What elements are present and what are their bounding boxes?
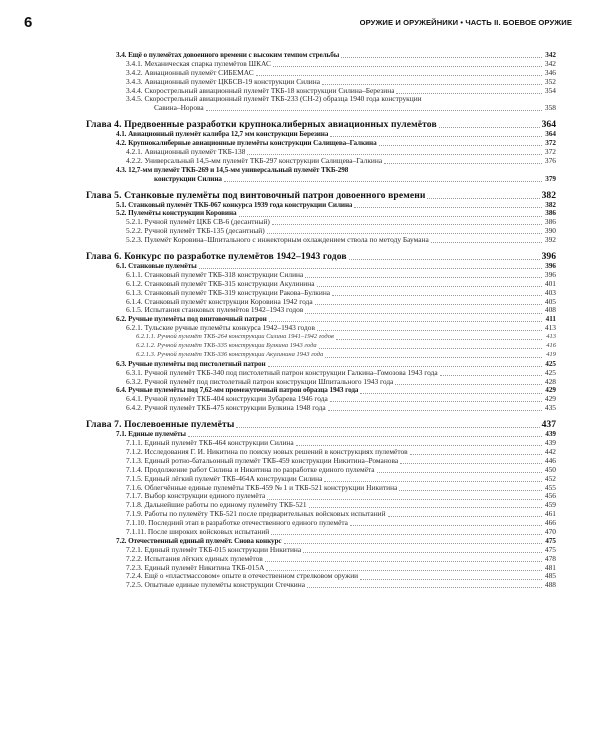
- toc-page-number: 429: [544, 395, 556, 404]
- toc-entry-title: 3.4. Ещё о пулемётах довоенного времени с высоким темпом стрельбы: [116, 51, 340, 59]
- toc-leader-dots: [303, 552, 542, 553]
- toc-entry[interactable]: [86, 555, 556, 564]
- toc-entry-title: 7.1.6. Облегчённые единые пулемёты ТКБ-459 № 1 и ТКБ-521 конструкции Никитина: [126, 483, 398, 492]
- toc-leader-dots: [305, 313, 542, 314]
- toc-leader-dots: [247, 154, 542, 155]
- toc-leader-dots: [427, 198, 539, 199]
- toc-entry[interactable]: [86, 139, 556, 148]
- toc-leader-dots: [440, 375, 542, 376]
- toc-entry-title: 6.4.1. Ручной пулемёт ТКБ-404 конструкции Зубарева 1946 года: [126, 395, 328, 404]
- toc-entry[interactable]: [86, 360, 556, 369]
- toc-entry-title: 6.3.1. Ручной пулемёт ТКБ-340 под пистолетный патрон конструкции Галкина–Гомозова 1943 года: [126, 368, 438, 377]
- toc-entry-title: 7.2. Отечественный единый пулемёт. Снова конкурс: [116, 536, 282, 545]
- toc-leader-dots: [199, 268, 542, 269]
- toc-page-number: 413: [544, 324, 556, 333]
- toc-entry[interactable]: [86, 78, 556, 87]
- toc-entry[interactable]: [86, 519, 556, 528]
- toc-leader-dots: [267, 233, 542, 234]
- toc-entry-title: 6.1.3. Станковый пулемёт ТКБ-319 конструкции Ракова–Булкина: [126, 288, 331, 297]
- toc-entry[interactable]: [86, 201, 556, 210]
- toc-entry-title: конструкции Силина: [154, 174, 222, 183]
- toc-entry-title: 3.4.2. Авиационный пулемёт СИБЕМАС: [126, 68, 254, 77]
- toc-entry-title: 4.3. 12,7-мм пулемёт ТКБ-269 и 14,5-мм универсальный пулемёт ТКБ-298: [116, 165, 349, 174]
- page-number: 6: [24, 14, 33, 31]
- toc-entry[interactable]: [86, 439, 556, 448]
- toc-leader-dots: [317, 286, 543, 287]
- toc-page-number: 390: [544, 227, 556, 236]
- table-of-contents: [86, 51, 556, 590]
- toc-leader-dots: [206, 110, 542, 111]
- toc-leader-dots: [431, 242, 542, 243]
- toc-leader-dots: [349, 259, 540, 260]
- toc-entry-title: 6.4. Ручные пулемёты под 7,62-мм промежуточный патрон образца 1943 года: [116, 386, 359, 395]
- toc-page-number: 364: [545, 130, 556, 139]
- toc-entry-title: 6.3. Ручные пулемёты под пистолетный патрон: [116, 359, 266, 368]
- toc-page-number: 429: [545, 386, 556, 395]
- toc-leader-dots: [388, 516, 542, 517]
- toc-leader-dots: [410, 454, 542, 455]
- toc-page-number: 386: [544, 218, 556, 227]
- toc-page-number: 364: [541, 119, 556, 131]
- toc-entry[interactable]: [86, 404, 556, 413]
- toc-page-number: 382: [541, 189, 556, 201]
- toc-entry[interactable]: [86, 501, 556, 510]
- toc-leader-dots: [188, 436, 542, 437]
- toc-page-number: 459: [544, 501, 556, 510]
- toc-page-number: 411: [545, 315, 556, 324]
- toc-page-number: 386: [545, 209, 556, 218]
- toc-page-number: 413: [546, 333, 556, 341]
- toc-page-number: 450: [544, 465, 556, 474]
- toc-leader-dots: [322, 84, 542, 85]
- toc-page-number: 475: [545, 536, 556, 545]
- toc-entry-title: 4.1. Авиационный пулемёт калибра 12,7 мм конструкции Березина: [116, 130, 329, 139]
- toc-entry[interactable]: [86, 298, 556, 307]
- toc-entry-title: 6.2.1.3. Ручной пулемёт ТКБ-336 конструкции Акулинина 1943 года: [136, 350, 324, 358]
- toc-entry[interactable]: [86, 351, 556, 360]
- toc-page-number: 455: [544, 483, 556, 492]
- toc-page-number: 346: [544, 68, 556, 77]
- toc-entry[interactable]: [86, 95, 556, 104]
- toc-entry-title: 3.4.3. Авиационный пулемёт ЦКБСВ-19 конструкции Силина: [126, 77, 320, 86]
- toc-entry[interactable]: [86, 324, 556, 333]
- toc-page-number: 352: [544, 77, 556, 86]
- toc-entry-title: 5.1. Станковый пулемёт ТКБ-067 конкурса 1939 года конструкции Силина: [116, 200, 353, 209]
- toc-entry[interactable]: [86, 280, 556, 289]
- toc-page-number: 456: [544, 492, 556, 501]
- toc-entry-title: 7.2.1. Единый пулемёт ТКБ-015 конструкции Никитина: [126, 545, 302, 554]
- toc-entry-title: 7.1.10. Последний этап в разработке отечественного единого пулемёта: [126, 519, 348, 528]
- toc-entry-title: 7.1.3. Единый ротно-батальонный пулемёт ТКБ-459 конструкции Никитина–Романова: [126, 456, 399, 465]
- toc-leader-dots: [330, 136, 542, 137]
- toc-leader-dots: [284, 543, 543, 544]
- toc-entry[interactable]: [86, 430, 556, 439]
- toc-entry-title: 6.1.5. Испытания станковых пулемётов 1942–1943 годов: [126, 306, 304, 315]
- toc-leader-dots: [399, 490, 542, 491]
- toc-entry-title: 6.3.2. Ручной пулемёт под пистолетный патрон конструкции Шпитального 1943 года: [126, 377, 394, 386]
- toc-entry-title: 6.2.1.1. Ручной пулемёт ТКБ-264 конструкции Силина 1941–1942 годов: [136, 333, 334, 341]
- toc-entry-title: 7.1. Единые пулемёты: [116, 430, 186, 439]
- toc-leader-dots: [328, 410, 542, 411]
- toc-page-number: 408: [544, 306, 556, 315]
- toc-leader-dots: [324, 481, 542, 482]
- toc-page-number: 485: [544, 572, 556, 581]
- toc-entry-title: 7.1.4. Продолжение работ Силина и Никитина по разработке единого пулемёта: [126, 465, 375, 474]
- toc-entry-title: 7.2.3. Единый пулемёт Никитина ТКБ-015А: [126, 563, 265, 572]
- toc-entry-title: 3.4.1. Механическая спарка пулемётов ШКАС: [126, 59, 271, 68]
- toc-leader-dots: [315, 304, 542, 305]
- toc-page-number: 382: [545, 200, 556, 209]
- toc-entry[interactable]: [86, 271, 556, 280]
- toc-entry[interactable]: [86, 218, 556, 227]
- toc-page-number: 475: [544, 545, 556, 554]
- toc-leader-dots: [307, 587, 542, 588]
- toc-leader-dots: [439, 127, 540, 128]
- toc-entry[interactable]: [86, 546, 556, 555]
- toc-leader-dots: [266, 570, 542, 571]
- toc-entry[interactable]: [86, 166, 556, 175]
- toc-entry[interactable]: [86, 69, 556, 78]
- toc-entry[interactable]: [86, 564, 556, 573]
- running-head: ОРУЖИЕ И ОРУЖЕЙНИКИ • ЧАСТЬ II. БОЕВОЕ ОРУЖИЕ: [359, 18, 572, 27]
- toc-entry[interactable]: [86, 537, 556, 546]
- toc-entry[interactable]: [86, 395, 556, 404]
- toc-leader-dots: [224, 181, 542, 182]
- toc-page-number: 470: [544, 527, 556, 536]
- toc-page-number: 466: [544, 519, 556, 528]
- toc-entry[interactable]: [86, 236, 556, 245]
- toc-entry[interactable]: [86, 378, 556, 387]
- toc-chapter-entry[interactable]: [86, 251, 556, 262]
- toc-chapter-entry[interactable]: [86, 419, 556, 430]
- toc-leader-dots: [305, 277, 542, 278]
- toc-entry-title: 6.1.1. Станковый пулемёт ТКБ-318 конструкции Силина: [126, 270, 304, 279]
- toc-page-number: 425: [545, 359, 556, 368]
- toc-entry-title: 4.2. Крупнокалиберные авиационные пулемёты конструкции Салищева–Галкина: [116, 139, 377, 148]
- toc-entry-title: Глава 4. Предвоенные разработки крупнокалиберных авиационных пулемётов: [86, 119, 437, 131]
- toc-entry[interactable]: [86, 148, 556, 157]
- toc-entry[interactable]: [86, 87, 556, 96]
- toc-chapter-entry[interactable]: [86, 190, 556, 201]
- toc-page-number: 442: [544, 447, 556, 456]
- toc-page-number: 461: [544, 510, 556, 519]
- toc-leader-dots: [350, 525, 542, 526]
- toc-entry[interactable]: [86, 104, 556, 113]
- toc-entry[interactable]: [86, 315, 556, 324]
- toc-leader-dots: [236, 427, 539, 428]
- toc-leader-dots: [325, 357, 542, 358]
- toc-entry[interactable]: [86, 484, 556, 493]
- toc-page-number: 372: [545, 139, 556, 148]
- toc-entry[interactable]: [86, 528, 556, 537]
- toc-entry-title: 3.4.5. Скорострельный авиационный пулемёт ТКБ-233 (СН-2) образца 1940 года конструкции: [126, 95, 422, 104]
- toc-entry-title: 7.1.7. Выбор конструкции единого пулемёта: [126, 492, 266, 501]
- toc-page-number: 401: [544, 279, 556, 288]
- toc-leader-dots: [319, 348, 542, 349]
- toc-leader-dots: [271, 534, 542, 535]
- toc-page-number: 435: [544, 404, 556, 413]
- toc-leader-dots: [377, 472, 542, 473]
- toc-page-number: 403: [544, 288, 556, 297]
- toc-entry-title: 7.2.2. Испытания лёгких единых пулемётов: [126, 554, 263, 563]
- toc-entry-title: 4.2.2. Универсальный 14,5-мм пулемёт ТКБ-297 конструкции Салищева–Галкина: [126, 156, 383, 165]
- toc-entry-title: 7.1.9. Работы по пулемёту ТКБ-521 после предварительных войсковых испытаний: [126, 510, 386, 519]
- toc-leader-dots: [267, 499, 542, 500]
- toc-leader-dots: [273, 66, 542, 67]
- toc-leader-dots: [395, 384, 542, 385]
- toc-page-number: 452: [544, 474, 556, 483]
- toc-leader-dots: [384, 163, 542, 164]
- toc-entry[interactable]: [86, 60, 556, 69]
- toc-page-number: 354: [544, 86, 556, 95]
- toc-leader-dots: [256, 75, 542, 76]
- toc-leader-dots: [336, 339, 542, 340]
- toc-leader-dots: [341, 57, 542, 58]
- toc-leader-dots: [400, 463, 542, 464]
- toc-entry-title: 7.1.2. Исследования Г. И. Никитина по поиску новых решений в конструкциях пулемётов: [126, 447, 408, 456]
- toc-entry-title: 7.1.1. Единый пулемёт ТКБ-464 конструкции Силина: [126, 439, 294, 448]
- toc-page-number: 419: [546, 350, 556, 358]
- toc-page-number: 446: [544, 456, 556, 465]
- toc-leader-dots: [309, 507, 542, 508]
- toc-entry-title: 6.1. Станковые пулемёты: [116, 262, 197, 271]
- toc-leader-dots: [360, 393, 542, 394]
- toc-entry-title: 6.4.2. Ручной пулемёт ТКБ-475 конструкции Булкина 1948 года: [126, 404, 326, 413]
- toc-entry[interactable]: [86, 387, 556, 396]
- toc-entry[interactable]: [86, 466, 556, 475]
- toc-entry[interactable]: [86, 209, 556, 218]
- toc-entry[interactable]: [86, 581, 556, 590]
- toc-entry[interactable]: [86, 262, 556, 271]
- toc-leader-dots: [269, 321, 542, 322]
- toc-page-number: 437: [541, 419, 556, 431]
- toc-entry[interactable]: [86, 457, 556, 466]
- toc-page-number: 396: [545, 262, 556, 271]
- toc-entry-title: 6.1.2. Станковый пулемёт ТКБ-315 конструкции Акулинина: [126, 279, 315, 288]
- toc-entry-title: 5.2. Пулемёты конструкции Коровина: [116, 209, 237, 218]
- toc-page-number: 379: [545, 174, 556, 183]
- toc-page-number: 405: [544, 297, 556, 306]
- toc-entry-title: 5.2.3. Пулемёт Коровина–Шпитального с инжекторным охлаждением ствола по методу Баумана: [126, 236, 429, 245]
- toc-page-number: 439: [545, 430, 556, 439]
- toc-entry-title: Савина–Норова: [154, 104, 204, 113]
- toc-entry-title: 5.2.2. Ручной пулемёт ТКБ-135 (десантный): [126, 227, 265, 236]
- toc-entry-title: 5.2.1. Ручной пулемёт ЦКБ СВ-6 (десантный): [126, 218, 270, 227]
- toc-leader-dots: [272, 224, 542, 225]
- toc-leader-dots: [379, 145, 542, 146]
- toc-leader-dots: [332, 295, 542, 296]
- toc-leader-dots: [265, 561, 542, 562]
- toc-entry-title: 6.1.4. Станковый пулемёт конструкции Коровина 1942 года: [126, 297, 313, 306]
- toc-entry-title: 4.2.1. Авиационный пулемёт ТКБ-138: [126, 148, 246, 156]
- toc-page-number: 481: [544, 563, 556, 572]
- toc-entry[interactable]: [86, 342, 556, 351]
- toc-page-number: 372: [544, 148, 556, 156]
- toc-entry[interactable]: [86, 492, 556, 501]
- toc-leader-dots: [239, 216, 543, 217]
- toc-page-number: 396: [541, 251, 556, 263]
- toc-entry-title: 7.1.8. Дальнейшие работы по единому пулемёту ТКБ-521: [126, 501, 307, 510]
- toc-page-number: 425: [544, 368, 556, 377]
- toc-leader-dots: [360, 579, 542, 580]
- toc-entry[interactable]: [86, 448, 556, 457]
- toc-chapter-entry[interactable]: [86, 119, 556, 130]
- toc-leader-dots: [317, 330, 542, 331]
- toc-entry[interactable]: [86, 157, 556, 166]
- toc-page-number: 428: [544, 377, 556, 386]
- toc-entry-title: 7.2.4. Ещё о «пластмассовом» опыте в отечественном стрелковом оружии: [126, 572, 359, 581]
- toc-page-number: 392: [544, 236, 556, 245]
- toc-entry[interactable]: [86, 130, 556, 139]
- toc-entry-title: 7.1.5. Единый лёгкий пулемёт ТКБ-464А конструкции Силина: [126, 474, 323, 483]
- toc-entry-title: Глава 7. Послевоенные пулемёты: [86, 419, 235, 431]
- toc-entry[interactable]: [86, 510, 556, 519]
- toc-entry-title: Глава 6. Конкурс по разработке пулемётов 1942–1943 годов: [86, 251, 347, 263]
- toc-entry[interactable]: [86, 51, 556, 60]
- toc-entry-title: 6.2.1. Тульские ручные пулемёты конкурса 1942–1943 годов: [126, 324, 315, 333]
- toc-entry-title: 6.2.1.2. Ручной пулемёт ТКБ-335 конструкции Булкина 1943 года: [136, 342, 317, 350]
- toc-entry-title: 6.2. Ручные пулемёты под винтовочный патрон: [116, 315, 267, 324]
- toc-entry-title: Глава 5. Станковые пулемёты под винтовочный патрон довоенного времени: [86, 189, 426, 201]
- toc-page-number: 478: [544, 554, 556, 563]
- toc-entry[interactable]: [86, 175, 556, 184]
- toc-leader-dots: [330, 401, 542, 402]
- toc-entry-title: 7.1.11. После широких войсковых испытаний: [126, 527, 270, 536]
- toc-entry[interactable]: [86, 306, 556, 315]
- toc-leader-dots: [296, 445, 542, 446]
- toc-page-number: 488: [544, 581, 556, 590]
- toc-page-number: 358: [544, 104, 556, 113]
- toc-entry[interactable]: [86, 289, 556, 298]
- toc-entry-title: 7.2.5. Опытные единые пулемёты конструкции Стечкина: [126, 581, 305, 590]
- toc-entry[interactable]: [86, 475, 556, 484]
- toc-page-number: 416: [546, 342, 556, 350]
- toc-entry[interactable]: [86, 369, 556, 378]
- toc-page-number: 439: [544, 439, 556, 448]
- toc-page-number: 396: [544, 270, 556, 279]
- toc-page-number: 376: [544, 156, 556, 165]
- toc-entry[interactable]: [86, 333, 556, 342]
- toc-page-number: 342: [545, 51, 556, 59]
- toc-entry[interactable]: [86, 572, 556, 581]
- toc-leader-dots: [268, 366, 542, 367]
- toc-page-number: 342: [544, 59, 556, 68]
- toc-entry[interactable]: [86, 227, 556, 236]
- toc-leader-dots: [354, 207, 542, 208]
- toc-leader-dots: [396, 93, 542, 94]
- toc-entry-title: 3.4.4. Скорострельный авиационный пулемёт ТКБ-18 конструкции Силина–Березина: [126, 86, 395, 95]
